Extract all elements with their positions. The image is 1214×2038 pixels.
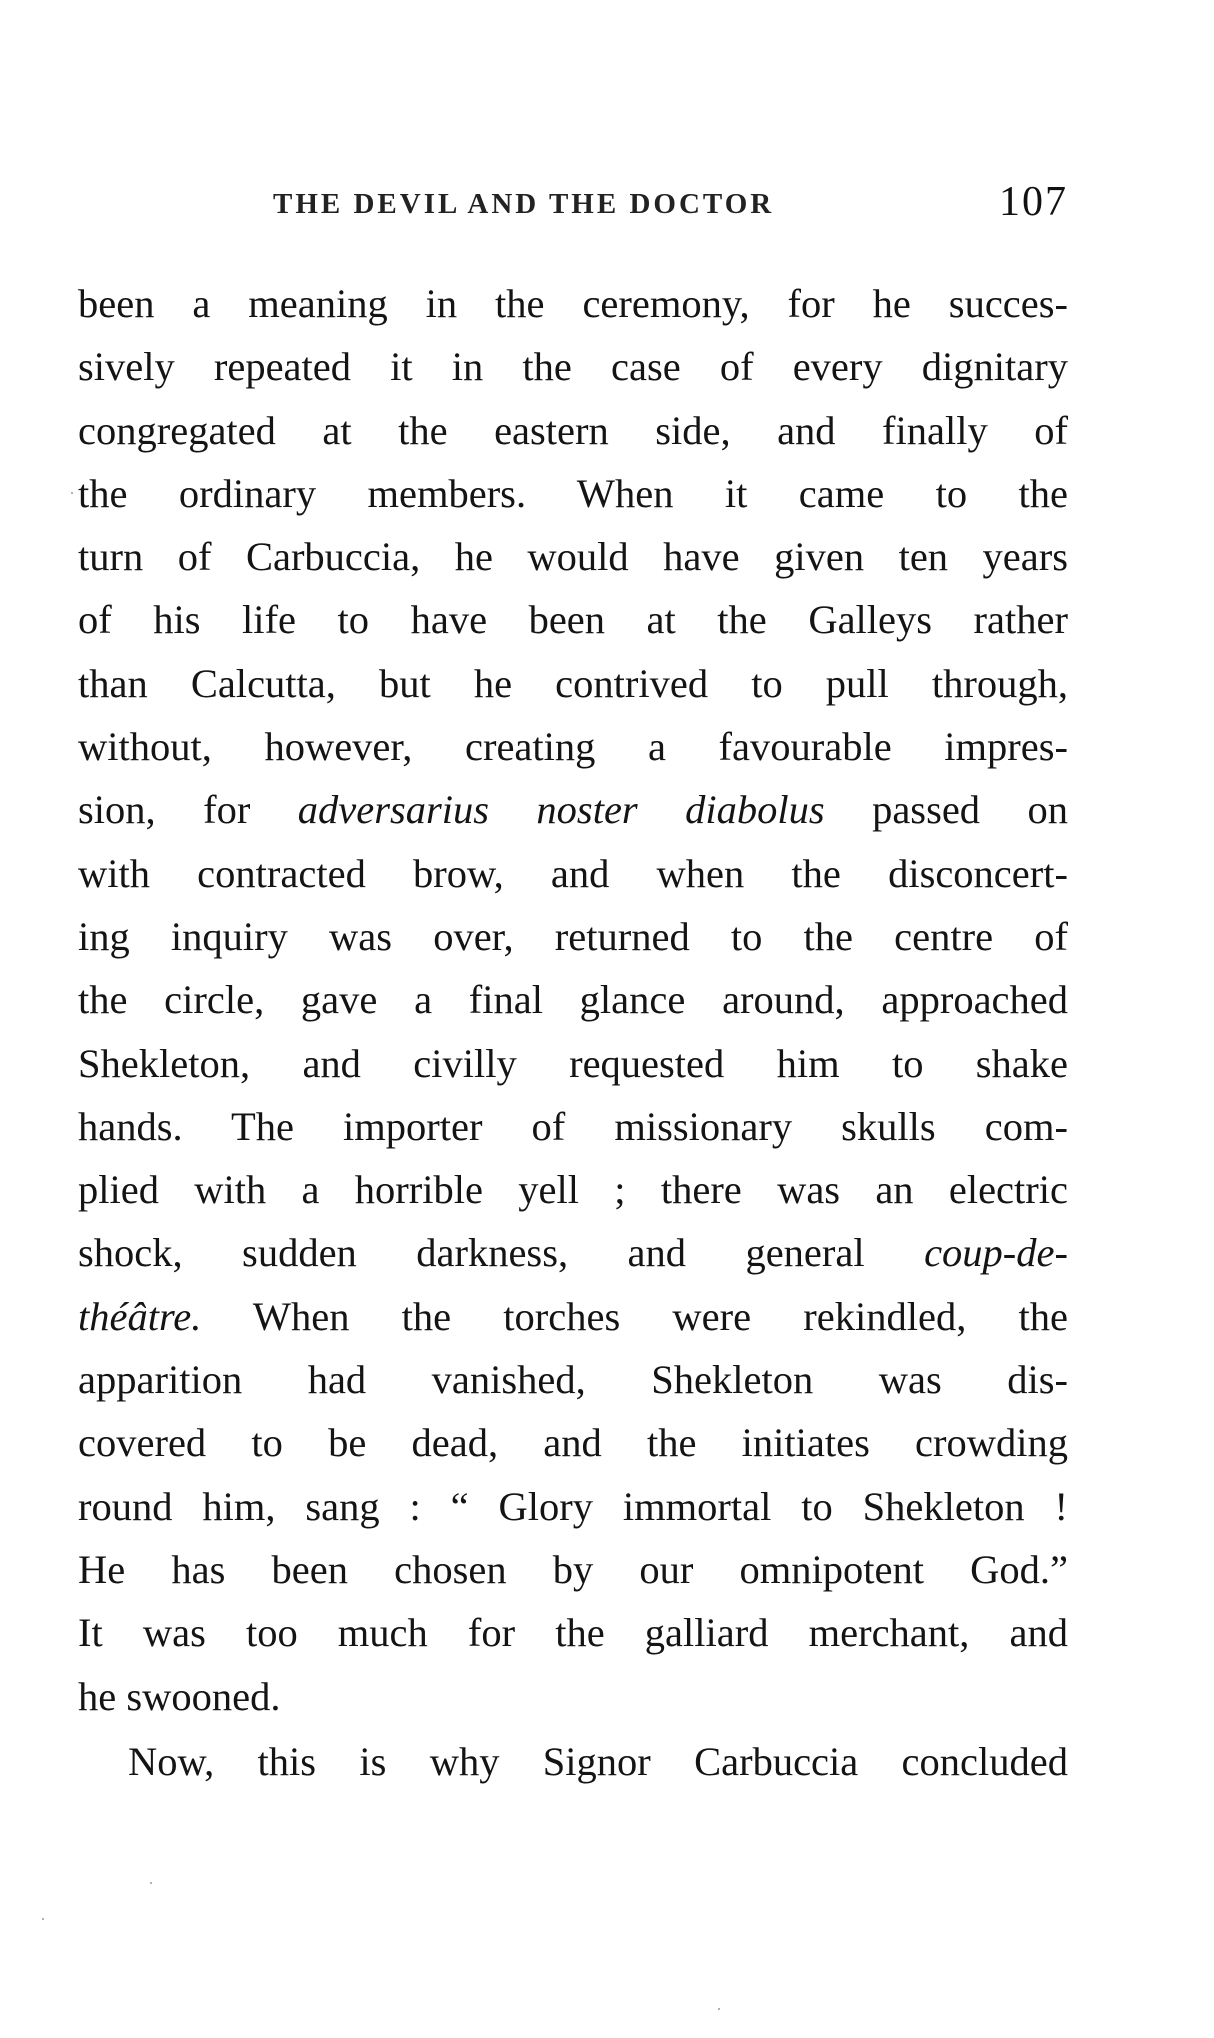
text-line: the circle, gave a final glance around, approached <box>78 977 1068 1023</box>
paper-speck <box>42 1918 44 1920</box>
body-text <box>78 272 1068 1793</box>
paper-speck <box>150 1882 152 1884</box>
paper-speck <box>71 492 73 494</box>
italic-phrase: coup-de- <box>924 1230 1068 1276</box>
text-line: been a meaning in the ceremony, for he succes- <box>78 281 1068 326</box>
text-line <box>78 1285 1068 1348</box>
text-line: Shekleton, and civilly requested him to shake <box>78 1040 1068 1086</box>
running-title: THE DEVIL AND THE DOCTOR <box>273 188 775 220</box>
text-line: the ordinary members. When it came to the <box>78 470 1068 516</box>
text-run: When the torches were rekindled, the <box>201 1293 1068 1339</box>
text-line: Now, this is why Signor Carbuccia concluded <box>128 1738 1068 1784</box>
text-line: ing inquiry was over, returned to the centre of <box>78 913 1068 959</box>
text-line: congregated at the eastern side, and finally of <box>78 407 1068 453</box>
italic-phrase: théâtre. <box>78 1293 202 1339</box>
text-line: It was too much for the galliard merchant, and <box>78 1610 1068 1656</box>
text-line: covered to be dead, and the initiates crowding <box>78 1420 1068 1466</box>
text-line: round him, sang : “ Glory immortal to Shekleton ! <box>78 1483 1068 1529</box>
text-line: sively repeated it in the case of every dignitary <box>78 344 1068 390</box>
text-line: turn of Carbuccia, he would have given ten years <box>78 534 1068 580</box>
italic-phrase: adversarius noster diabolus <box>297 787 825 833</box>
text-line <box>78 1221 1068 1284</box>
text-run: shock, sudden darkness, and general <box>78 1230 925 1276</box>
text-line <box>78 778 1068 841</box>
paper-speck <box>718 2008 720 2010</box>
text-line: he swooned. <box>78 1673 281 1719</box>
page-number: 107 <box>999 179 1068 225</box>
text-run: sion, for <box>78 787 298 833</box>
text-line: than Calcutta, but he contrived to pull through, <box>78 660 1068 706</box>
text-line: with contracted brow, and when the disconcert- <box>78 850 1068 896</box>
text-line: of his life to have been at the Galleys rather <box>78 597 1068 643</box>
text-run: passed on <box>824 787 1068 833</box>
text-line: hands. The importer of missionary skulls com- <box>78 1103 1068 1149</box>
text-line: apparition had vanished, Shekleton was dis- <box>78 1357 1068 1403</box>
text-line: plied with a horrible yell ; there was an electric <box>78 1167 1068 1213</box>
text-line: He has been chosen by our omnipotent God.” <box>78 1546 1068 1592</box>
running-head <box>78 178 1068 228</box>
text-line: without, however, creating a favourable impres- <box>78 724 1068 770</box>
